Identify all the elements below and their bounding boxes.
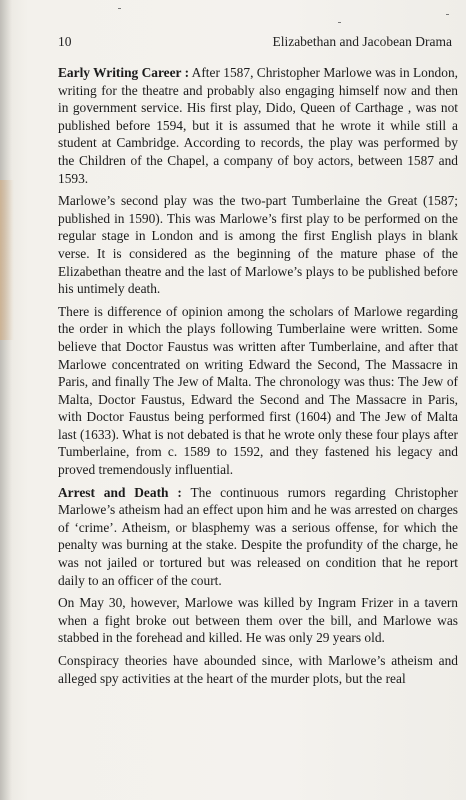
section-heading: Early Writing Career :	[58, 65, 190, 80]
paragraph	[58, 484, 458, 590]
paragraph-text: The continuous rumors regarding Christopher Marlowe’s atheism had an effect upon him and he was arrested on charges of ‘crime’. Atheism, or blasphemy was a serious offense, for which the penalty was burning at the stake. Despite the profundity of the charge, he was not jailed or tortured but was released on condition that he report daily to an officer of the court.	[58, 484, 458, 588]
paragraph-text: Marlowe’s second play was the two-part Tumberlaine the Great (1587; published in 1590). This was Marlowe’s first play to be performed on the regular stage in London and is among the first English plays in blank verse. It is considered as the beginning of the mature phase of the Elizabethan theatre and the last of Marlowe’s plays to be published before his untimely death.	[58, 193, 458, 297]
speck-mark	[118, 8, 121, 9]
speck-mark	[338, 22, 341, 23]
paragraph-text: There is difference of opinion among the scholars of Marlowe regarding the order in which the plays following Tumberlaine were written. Some believe that Doctor Faustus was written after Tumberlaine, and after that Marlowe concentrated on writing Edward the Second, The Massacre in Paris, and finally The Jew of Malta. The chronology was thus: The Jew of Malta, Doctor Faustus, Edward the Second and The Massacre in Paris, with Doctor Faustus being performed first (1604) and The Jew of Malta last (1633). What is not debated is that he wrote only these four plays after Tumberlaine, from c. 1589 to 1592, and they fastened his legacy and proved tremendously influential.	[58, 303, 458, 478]
paragraph	[58, 594, 458, 647]
paragraph-text: After 1587, Christopher Marlowe was in London, writing for the theatre and probably also engaging himself now and then in government service. His first play, Dido, Queen of Carthage , was not published before 1594, but it is assumed that he wrote it while still a student at Cambridge. According to records, the play was performed by the Children of the Chapel, a company of boy actors, between 1587 and 1593.	[58, 65, 458, 186]
speck-mark	[446, 14, 449, 15]
body-text	[58, 64, 458, 692]
paragraph	[58, 192, 458, 298]
page-header	[58, 34, 452, 54]
paragraph-text: Conspiracy theories have abounded since, with Marlowe’s atheism and alleged spy activities at the heart of the murder plots, but the real	[58, 653, 458, 686]
running-title: Elizabethan and Jacobean Drama	[272, 34, 452, 49]
paragraph-text: On May 30, however, Marlowe was killed by Ingram Frizer in a tavern when a fight broke out between them over the bill, and Marlowe was stabbed in the forehead and killed. He was only 29 years old.	[58, 595, 458, 646]
paragraph	[58, 652, 458, 687]
paragraph	[58, 303, 458, 479]
page-gutter-shadow	[0, 0, 12, 800]
paragraph	[58, 64, 458, 187]
page-edge-stain	[0, 180, 14, 340]
section-heading: Arrest and Death :	[58, 484, 182, 500]
page-number: 10	[58, 34, 72, 49]
